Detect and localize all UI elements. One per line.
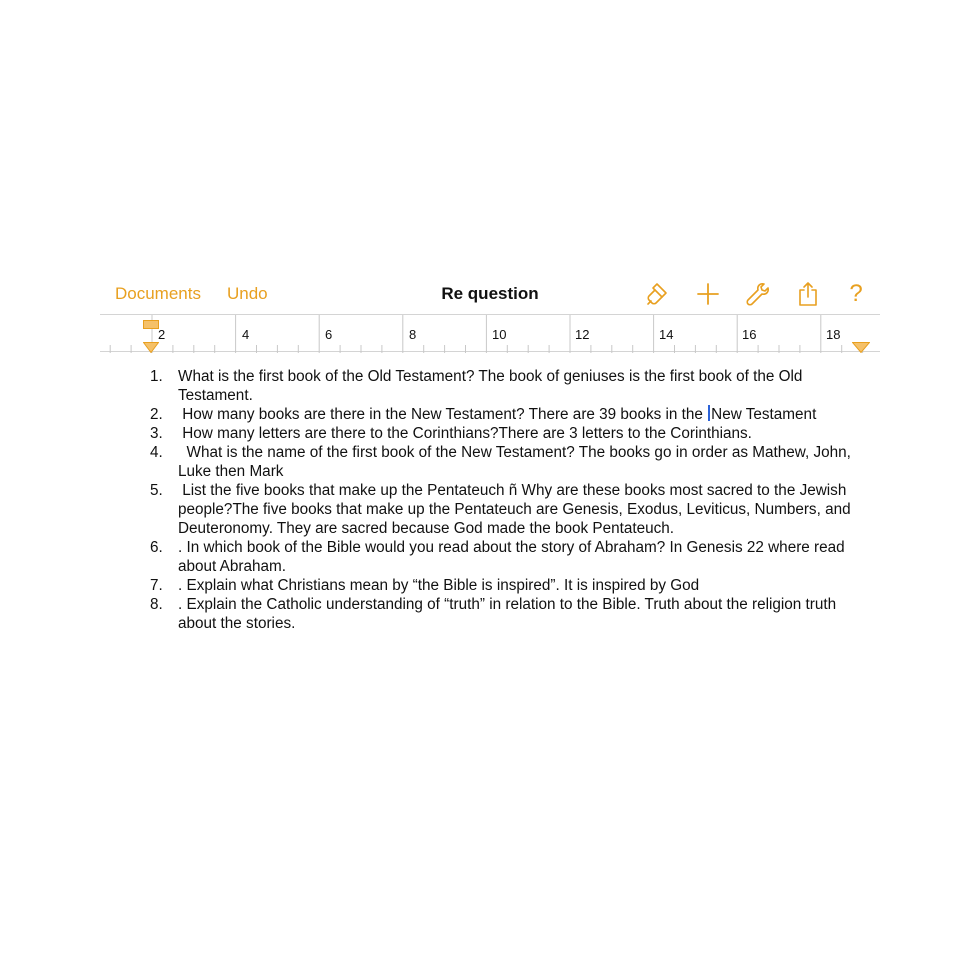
documents-button[interactable]: Documents	[115, 284, 201, 303]
ruler-label: 2	[158, 327, 166, 342]
list-number: 2.	[150, 406, 163, 423]
paintbrush-icon[interactable]	[644, 280, 672, 308]
list-number: 5.	[150, 482, 163, 499]
list-number: 6.	[150, 539, 163, 556]
toolbar	[100, 276, 880, 312]
list-item[interactable]	[150, 367, 860, 405]
list-item-text-after-cursor: New Testament	[711, 406, 817, 423]
ruler-label: 16	[742, 327, 757, 342]
document-body[interactable]	[150, 367, 860, 633]
list-number: 4.	[150, 444, 163, 461]
list-item[interactable]	[150, 443, 860, 481]
ruler-ticks	[100, 315, 880, 353]
list-number: 7.	[150, 577, 163, 594]
list-item[interactable]	[150, 538, 860, 576]
ruler-label: 14	[659, 327, 674, 342]
right-indent-marker[interactable]	[852, 340, 870, 358]
list-number: 3.	[150, 425, 163, 442]
text-cursor	[708, 405, 710, 421]
ruler-label: 18	[826, 327, 841, 342]
undo-button[interactable]: Undo	[227, 284, 268, 303]
list-item[interactable]	[150, 424, 860, 443]
ruler-label: 10	[492, 327, 507, 342]
first-line-indent-marker[interactable]	[143, 316, 159, 334]
document-title: Re question	[441, 284, 539, 303]
list-item-text: . Explain the Catholic understanding of “truth” in relation to the Bible. Truth about the religion truth about the stories.	[178, 596, 837, 632]
list-item[interactable]	[150, 481, 860, 538]
ruler-label: 8	[409, 327, 417, 342]
list-item-text: What is the name of the first book of the New Testament? The books go in order as Mathew, John, Luke then Mark	[178, 444, 856, 480]
ruler-label: 6	[325, 327, 333, 342]
numbered-list	[150, 367, 860, 633]
list-item-text: . Explain what Christians mean by “the Bible is inspired”. It is inspired by God	[178, 577, 700, 594]
list-item-text: How many letters are there to the Corinthians?There are 3 letters to the Corinthians.	[178, 425, 752, 442]
list-item-text: What is the first book of the Old Testament? The book of geniuses is the first book of the Old Testament.	[178, 368, 803, 404]
list-item[interactable]	[150, 576, 860, 595]
wrench-icon[interactable]	[744, 280, 772, 308]
list-item-text: . In which book of the Bible would you read about the story of Abraham? In Genesis 22 where read about Abraham.	[178, 539, 845, 575]
share-icon[interactable]	[794, 280, 822, 308]
ruler-label: 4	[242, 327, 250, 342]
left-indent-marker[interactable]	[143, 340, 159, 358]
list-item-text: List the five books that make up the Pentateuch ñ Why are these books most sacred to the Jewish people?The five books that make up the Pentateuch are Genesis, Exodus, Leviticus, Numbers, and Deuteronomy. They are sacred because God made the book Pentateuch.	[178, 482, 855, 537]
list-item[interactable]	[150, 405, 860, 424]
list-number: 1.	[150, 368, 163, 385]
ruler[interactable]	[100, 314, 880, 352]
list-item-text: How many books are there in the New Testament? There are 39 books in the	[178, 406, 708, 423]
plus-icon[interactable]	[694, 280, 722, 308]
help-icon[interactable]: ?	[849, 280, 863, 307]
list-number: 8.	[150, 596, 163, 613]
list-item[interactable]	[150, 595, 860, 633]
ruler-label: 12	[575, 327, 590, 342]
